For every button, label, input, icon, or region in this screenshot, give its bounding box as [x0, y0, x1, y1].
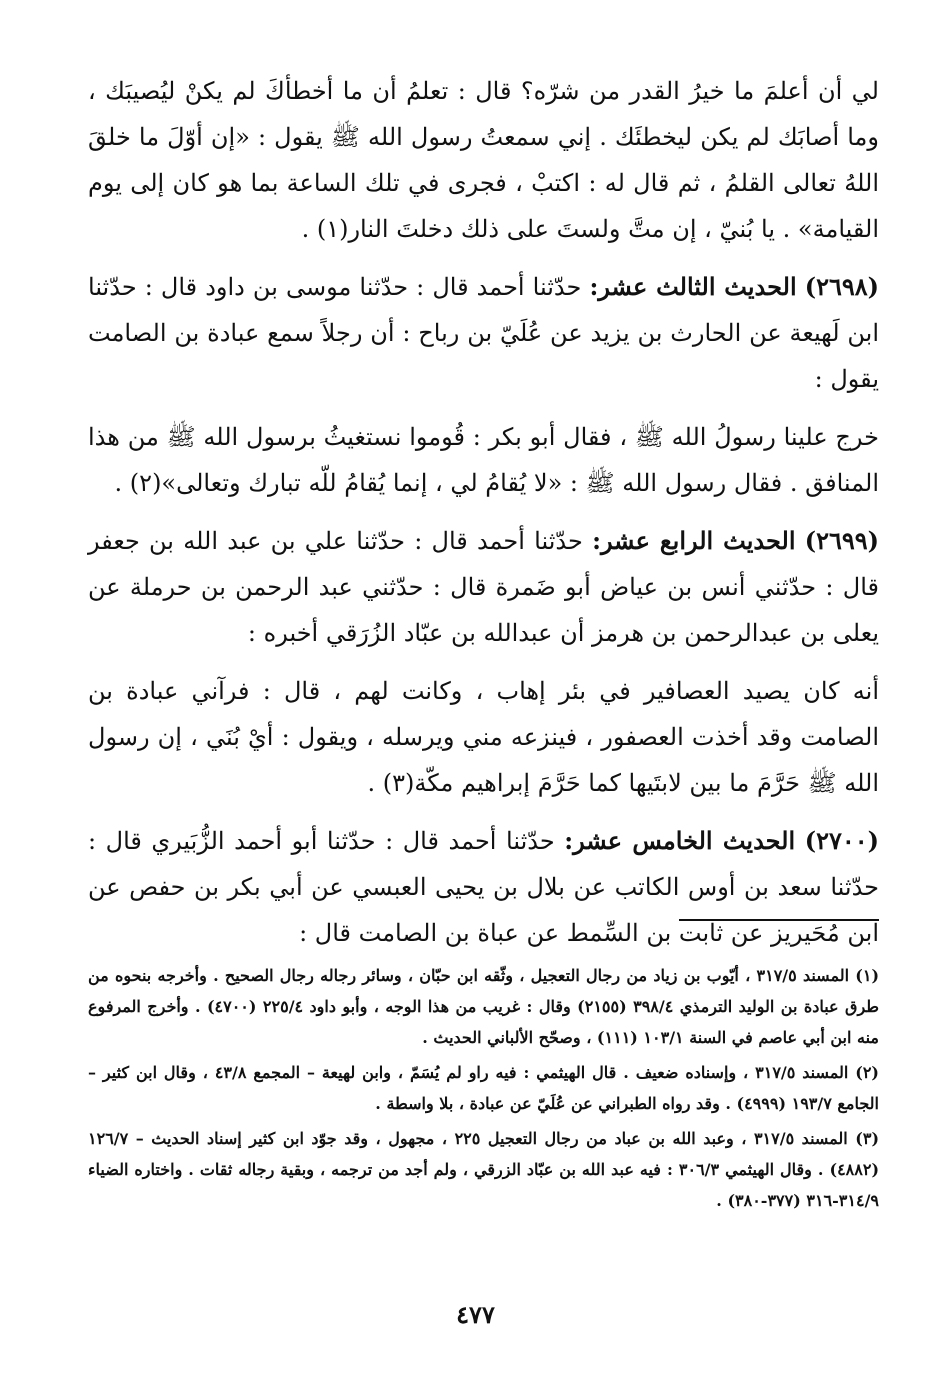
footnotes: [88, 960, 879, 1216]
hadith-heading: الحديث الخامس عشر:: [564, 826, 796, 855]
hadith-isnad: حدّثنا أحمد قال : حدّثنا أبو أحمد الزُّبَيري قال : حدّثنا سعد بن أوس الكاتب عن بلال بن يحيى العبسي عن أبي بكر بن حفص عن ابن مُحَيريز عن ثابت بن السِّمط عن عباة بن الصامت قال :: [88, 827, 879, 947]
hadith-heading: الحديث الثالث عشر:: [589, 272, 797, 301]
paragraph-1: [88, 68, 879, 252]
hadith-2698: [88, 264, 879, 402]
hadith-heading: الحديث الرابع عشر:: [592, 526, 796, 555]
hadith-2699: [88, 518, 879, 656]
footnote-1: (١) المسند ٣١٧/٥ ، أيّوب بن زياد من رجال التعجيل ، وثّقه ابن حبّان ، وسائر رجاله رجال الصحيح . وأخرجه بنحوه من طرق عبادة بن الوليد الترمذي ٣٩٨/٤ (٢١٥٥) وقال : غريب من هذا الوجه ، وأبو داود ٢٢٥/٤ (٤٧٠٠) . وأخرج المرفوع منه ابن أبي عاصم في السنة ١٠٣/١ (١١١) ، وصحّح الألباني الحديث .: [88, 966, 880, 1047]
page-number: ٤٧٧: [456, 1300, 495, 1329]
paragraph-3: [88, 414, 879, 506]
paragraph-5-text: أنه كان يصيد العصافير في بئر إهاب ، وكانت لهم ، قال : فرآني عبادة بن الصامت وقد أخذت العصفور ، فينزعه مني ويرسله ، ويقول : أيْ بُنَي ، إن رسول الله ﷺ حَرَّمَ ما بين لابتَيها كما حَرَّمَ إبراهيم مكّة(٣) .: [88, 677, 880, 797]
main-text: [88, 68, 879, 956]
hadith-number: (٢٦٩٩): [804, 526, 879, 555]
footnote-3: (٣) المسند ٣١٧/٥ ، وعبد الله بن عباد من رجال التعجيل ٢٢٥ ، مجهول ، وقد جوّد ابن كثير إسناد الحديث – ١٢٦/٧ (٤٨٨٢) . وقال الهيثمي ٣٠٦/٣ : فيه عبد الله بن عبّاد الزرقي ، ولم أجد من ترجمه ، وبقية رجاله ثقات . واختاره الضياء ٣١٤/٩-٣١٦ (٣٧٧-٣٨٠) .: [88, 1129, 880, 1210]
paragraph-1-text: لي أن أعلمَ ما خيرُ القدر من شرّه؟ قال : تعلمُ أن ما أخطأكَ لم يكنْ ليُصيبَك ، وما أصابَك لم يكن ليخطئَك . إني سمعتُ رسول الله ﷺ يقول : «إن أوّلَ ما خلقَ اللهُ تعالى القلمُ ، ثم قال له : اكتبْ ، فجرى في تلك الساعة بما هو كان إلى يوم القيامة» . يا بُنيّ ، إن متَّ ولستَ على ذلك دخلتَ النار(١) .: [88, 77, 879, 243]
hadith-number: (٢٧٠٠): [804, 826, 879, 855]
hadith-2700: [88, 818, 879, 956]
footnote-2: (٢) المسند ٣١٧/٥ ، وإسناده ضعيف . قال الهيثمي : فيه راو لم يُسَمّ ، وابن لهيعة – المجمع ٤٣/٨ ، وقال ابن كثير – الجامع ١٩٣/٧ (٤٩٩٩) . وقد رواه الطبراني عن عُلَيّ عن عبادة ، بلا واسطة .: [88, 1063, 879, 1113]
hadith-isnad: حدّثنا أحمد قال : حدّثنا موسى بن داود قال : حدّثنا ابن لَهيعة عن الحارث بن يزيد عن عُلَيّ بن رباح : أن رجلاً سمع عبادة بن الصامت يقول :: [88, 273, 879, 393]
hadith-number: (٢٦٩٨): [804, 272, 880, 301]
hadith-isnad: حدّثنا أحمد قال : حدّثنا علي بن عبد الله بن جعفر قال : حدّثني أنس بن عياض أبو ضَمرة قال : حدّثني عبد الرحمن بن حرملة عن يعلى بن عبدالرحمن بن هرمز أن عبدالله بن عبّاد الزُرَقي أخبره :: [88, 527, 879, 647]
paragraph-5: [88, 668, 879, 806]
paragraph-3-text: خرج علينا رسولُ الله ﷺ ، فقال أبو بكر : قُوموا نستغيثُ برسول الله ﷺ من هذا المنافق . فقال رسول الله ﷺ : «لا يُقامُ لي ، إنما يُقامُ للّه تبارك وتعالى»(٢) .: [88, 423, 879, 497]
footnote-separator: [679, 919, 879, 921]
